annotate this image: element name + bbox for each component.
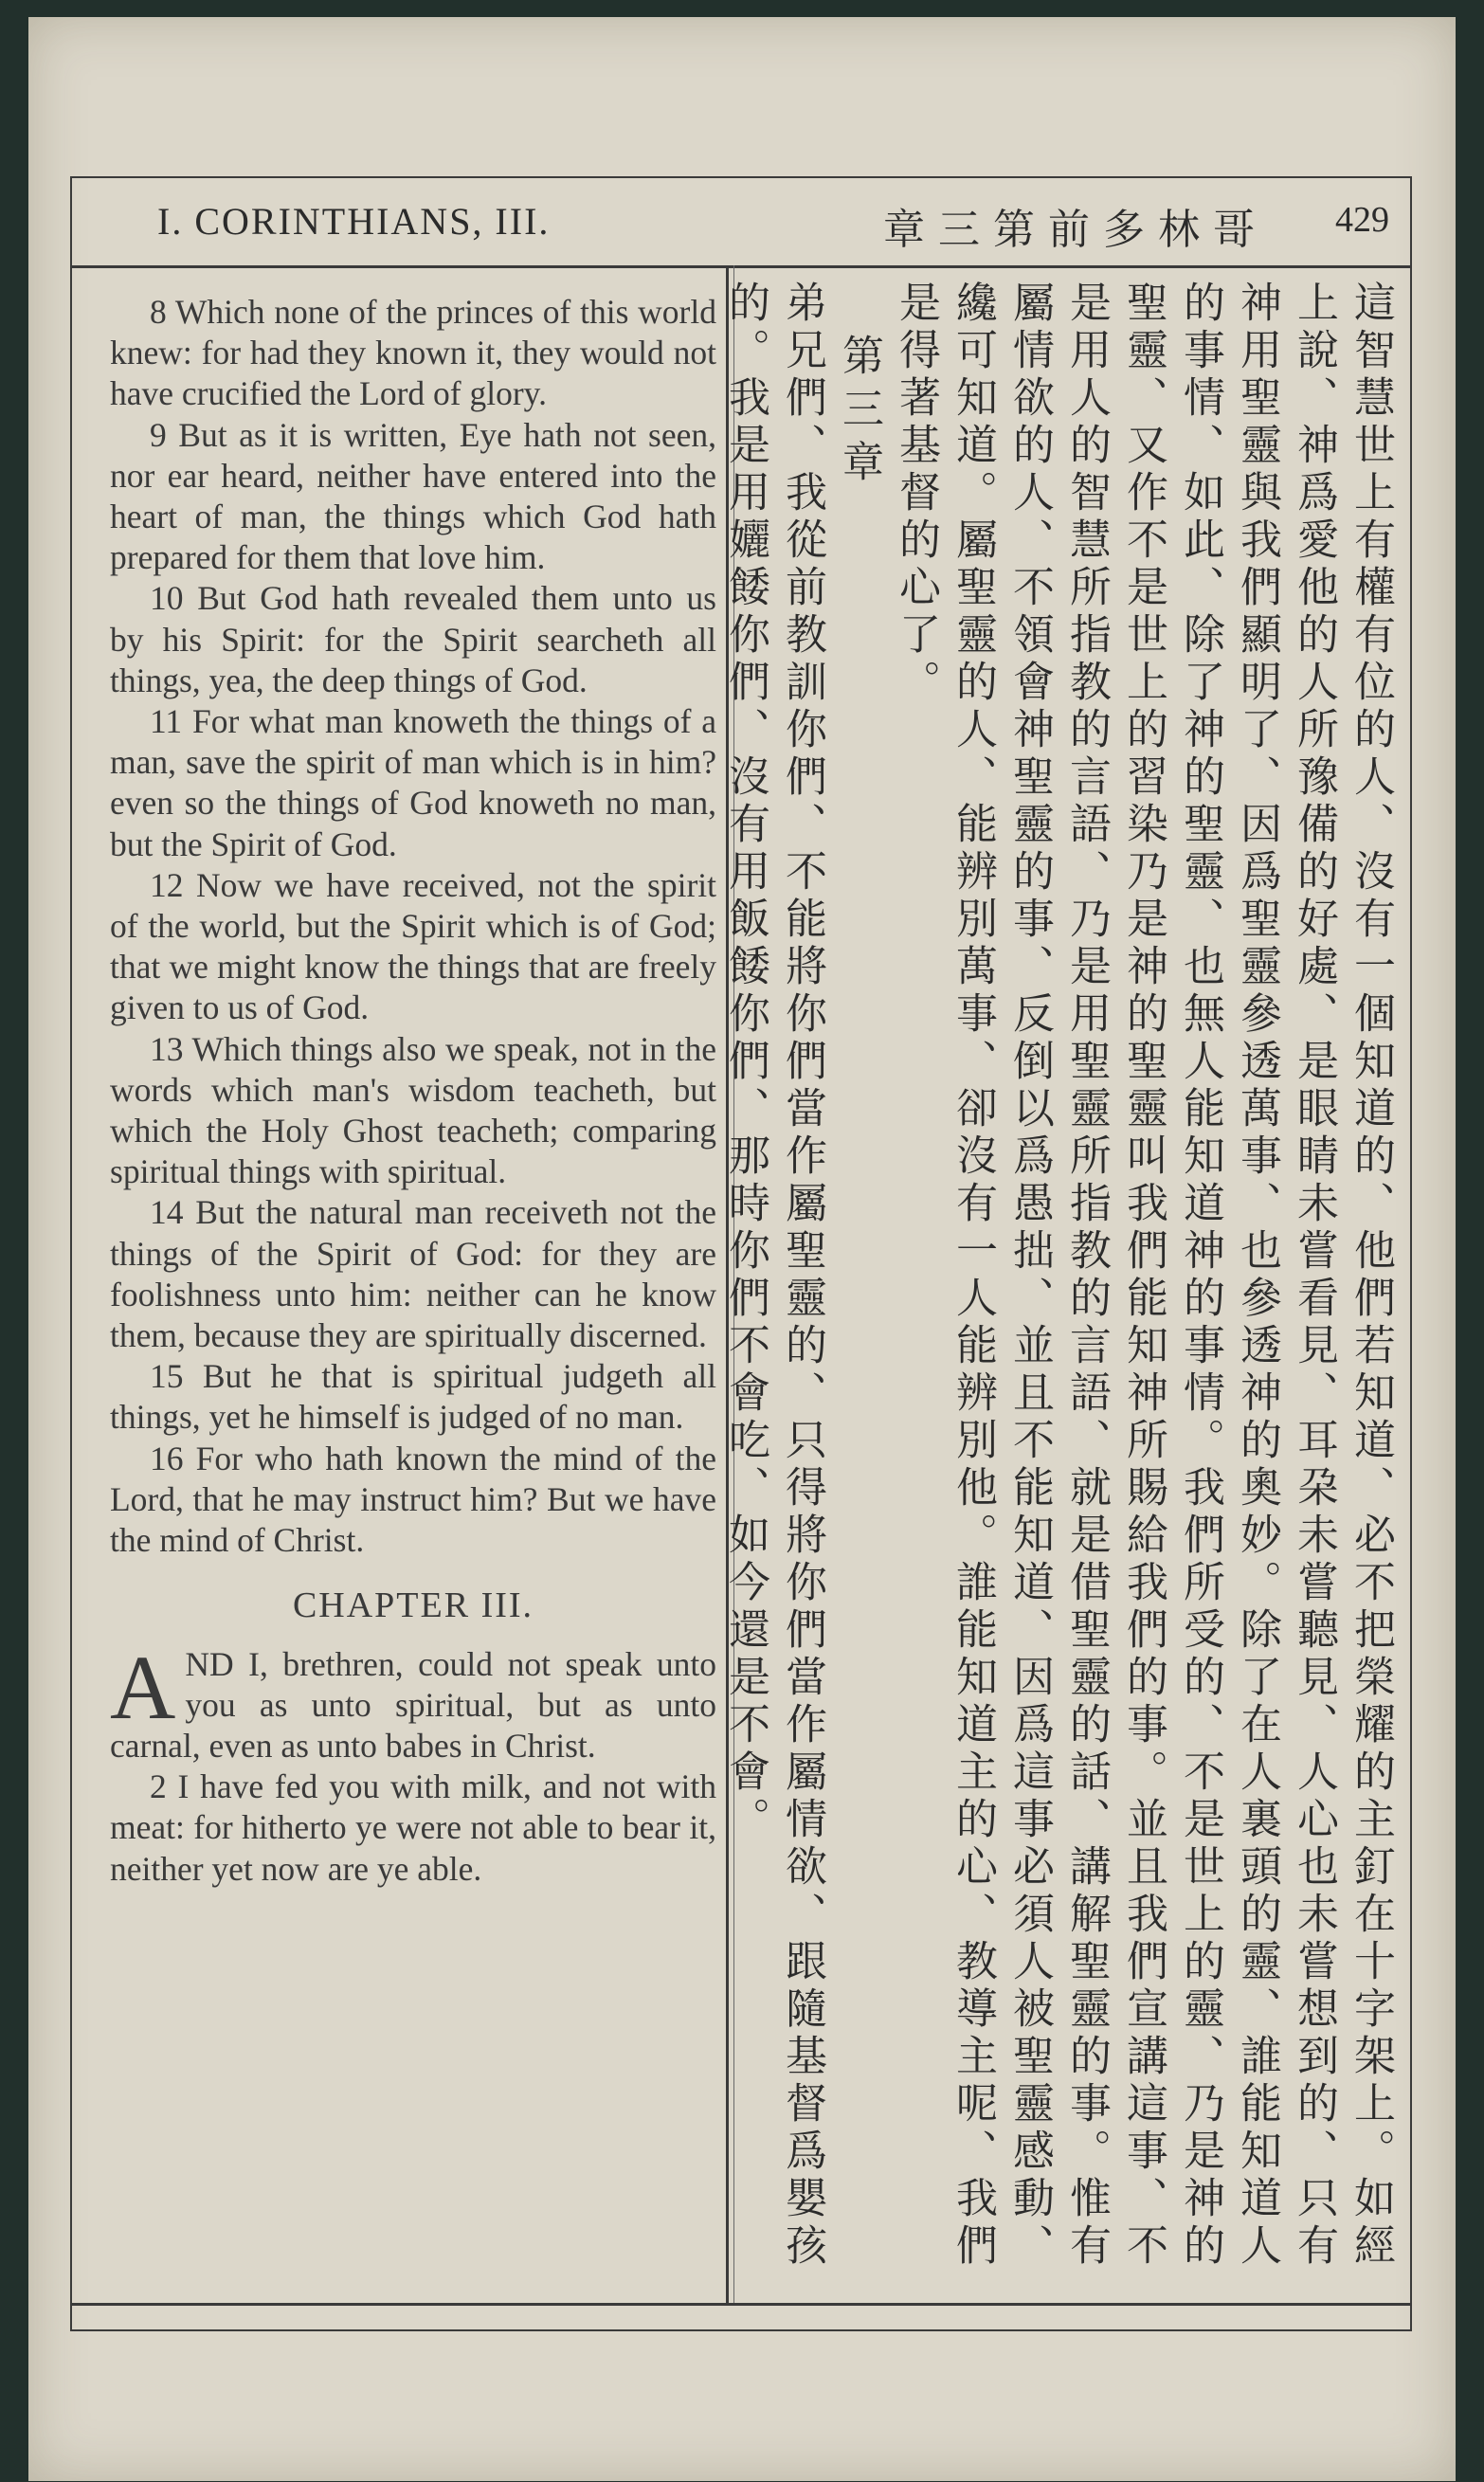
verse-11: 11 For what man knoweth the things of a man, save the spirit of man which is in him? even so the things of God knoweth no man, but the Spirit of God.: [110, 702, 716, 863]
chapter-heading: CHAPTER III.: [292, 1585, 534, 1626]
header-book-english: I. CORINTHIANS, III.: [157, 200, 551, 243]
chapter3-verse-2: 2 I have fed you with milk, and not with meat: for hitherto ye were not able to bear it, neither yet now are ye able.: [110, 1767, 716, 1888]
chapter3-verse-1-text: ND I, brethren, could not speak unto you as unto spiritual, but as unto carnal, even as unto babes in Christ.: [110, 1644, 716, 1765]
running-header: [72, 178, 1410, 268]
page-number: 429: [1335, 200, 1389, 240]
english-column: [110, 292, 716, 1890]
bottom-rule: [72, 2303, 1410, 2306]
verse-10: 10 But God hath revealed them unto us by his Spirit: for the Spirit searcheth all things, yea, the deep things of God.: [110, 579, 716, 699]
verse-16: 16 For who hath known the mind of the Lord, that he may instruct him? But we have the mind of Christ.: [110, 1439, 716, 1560]
page-frame: [70, 176, 1412, 2331]
verse-14: 14 But the natural man receiveth not the things of the Spirit of God: for they are foolishness unto him: neither can he know them, because they are spiritually discerned.: [110, 1193, 716, 1355]
verse-9: 9 But as it is written, Eye hath not seen, nor ear heard, neither have entered into the heart of man, the things which God hath prepared for them that love him.: [110, 415, 716, 577]
verse-12: 12 Now we have received, not the spirit of the world, but the Spirit which is of God; that we might know the things that are freely given to us of God.: [110, 865, 716, 1027]
verse-13: 13 Which things also we speak, not in the words which man's wisdom teacheth, but which the Holy Ghost teacheth; comparing spiritual things with spiritual.: [110, 1029, 716, 1191]
chinese-paragraph-1: 這智慧世上有權有位的人、沒有一個知道的、他們若知道、必不把榮耀的主釘在十字架上。如經上說、神爲愛他的人所豫備的好處、是眼睛未嘗看見、耳朶未嘗聽見、人心也未嘗想到的、只有神用聖靈與我們顯明了、因爲聖靈參透萬事、也參透神的奧妙。除了在人裏頭的靈、誰能知道人的事情、如此、除了神的聖靈、也無人能知道神的事情。我們所受的、不是世上的靈、乃是神的聖靈、又作不是世上的習染乃是神的聖靈叫我們能知神所賜給我們的事。並且我們宣講這事、不是用人的智慧所指教的言語、乃是用聖靈所指教的言語、就是借聖靈的話、講解聖靈的事。惟有屬情欲的人、不領會神聖靈的事、反倒以爲愚拙、並且不能知道、因爲這事必須人被聖靈感動、纔可知道。屬聖靈的人、能辨別萬事、卻沒有一人能辨別他。誰能知道主的心、教導主呢、我們是得著基督的心了。: [892, 281, 1395, 2271]
header-book-chinese: 章三第前多林哥: [883, 206, 1268, 254]
verse-15: 15 But he that is spiritual judgeth all things, yet he himself is judged of no man.: [110, 1357, 716, 1437]
chinese-paragraph-2: 弟兄們、我從前教訓你們、不能將你們當作屬聖靈的、只得將你們當作屬情欲、跟隨基督爲嬰孩的。我是用孋餧你們、沒有用飯餧你們、那時你們不會吃、如今還是不會。: [721, 281, 826, 2271]
chapter3-verse-1: [110, 1636, 716, 1767]
chinese-chapter-title: 第三章: [835, 334, 883, 493]
verse-8: 8 Which none of the princes of this world knew: for had they known it, they would not have crucified the Lord of glory.: [110, 293, 716, 413]
chinese-column: [721, 281, 1399, 2290]
drop-cap: A: [110, 1636, 176, 1738]
chinese-chapter-heading: [830, 334, 887, 2290]
book-page: [28, 17, 1456, 2481]
